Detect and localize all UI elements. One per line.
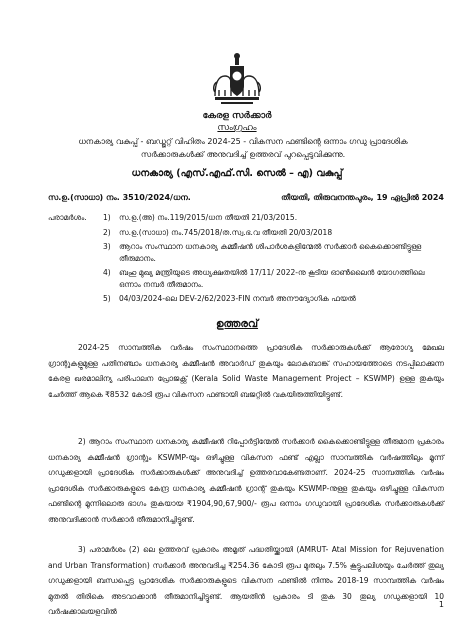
references-label: പരാമർശം. <box>48 213 87 222</box>
reference-item: 3) ആറാം സംസ്ഥാന ധനകാര്യ കമ്മീഷൻ ശിപാർശകളിന്മേൽ സർക്കാർ കൈക്കൊണ്ടിട്ടുള്ള തീരുമാനം. <box>103 242 422 263</box>
kerala-emblem-icon <box>211 52 263 110</box>
reference-item: 4) ബഹു മുഖ്യ മന്ത്രിയുടെ അധ്യക്ഷതയിൽ 17/11/ 2022-നു കൂടിയ ഓൺലൈൻ യോഗത്തിലെ ഒന്നാം നമ്പർ തീരുമാനം. <box>103 268 425 289</box>
reference-item: 5) 04/03/2024-ലെ DEV-2/62/2023-FIN നമ്പർ അനൗദ്യോഗിക ഫയൽ <box>103 294 356 303</box>
reference-item: 1) സ.ഉ.(അ) നം.119/2015/ധന തീയതി 21/03/2015. <box>103 213 298 222</box>
government-name: കേരള സർക്കാർ <box>202 111 272 121</box>
department-title: ധനകാര്യ (എസ്.എഫ്.സി. സെൽ – എ) വകുപ്പ് <box>131 168 343 179</box>
order-date: തീയതി, തിരുവനന്തപുരം, 19 ഏപ്രിൽ 2024 <box>281 193 444 202</box>
order-subject: ധനകാര്യ വകുപ്പ് - ബഡ്ജറ്റ് വിഹിതം 2024-25 - വികസന ഫണ്ടിന്റെ ഒന്നാം ഗഡു പ്രാദേശിക സർക്കാരുകൾക്ക് അനുവദിച്ച് ഉത്തരവ് പുറപ്പെടുവിക്കുന്നു. <box>78 137 408 159</box>
page-number: 1 <box>438 600 444 609</box>
abstract-label: സംഗ്രഹം <box>217 123 257 133</box>
order-paragraph-1: 2024-25 സാമ്പത്തിക വർഷം സംസ്ഥാനത്തെ പ്രാദേശിക സർക്കാരുകൾക്ക് ആരോഗ്യ മേഖല ഗ്രാന്റുകളുമുള്ള പതിനഞ്ചാം ധനകാര്യ കമ്മീഷൻ അവാർഡ് തുകയും ലോകബാങ്ക് സഹായത്തോടെ നടപ്പിലാക്കുന്ന കേരള ഖരമാലിന്യ പരിപാലന പ്രോജക്റ്റ് (Kerala Solid Waste Management Project – KSWMP) ഉള്ള തുകയും ചേർത്ത് ആകെ ₹8532 കോടി രൂപ വികസന ഫണ്ടായി ബജറ്റിൽ വകയിരുത്തിയിട്ടുണ്ട്. <box>48 343 444 399</box>
order-heading: ഉത്തരവ് <box>215 318 259 330</box>
order-paragraph-2: 2) ആറാം സംസ്ഥാന ധനകാര്യ കമ്മീഷൻ റിപ്പോർട്ടിന്മേൽ സർക്കാർ കൈക്കൊണ്ടിട്ടുള്ള തീരുമാന പ്രകാരം ധനകാര്യ കമ്മീഷൻ ഗ്രാന്റും KSWMP-യും ഒഴിച്ചുള്ള വികസന ഫണ്ട് എല്ലാ സാമ്പത്തിക വർഷത്തിലും മൂന്ന് ഗഡുക്കളായി പ്രാദേശിക സർക്കാരുകൾക്ക് അനുവദിച്ച് ഉത്തരവാകേണ്ടതാണ്. 2024-25 സാമ്പത്തിക വർഷം പ്രാദേശിക സർക്കാരുകളുടെ കേന്ദ്ര ധനകാര്യ കമ്മീഷൻ ഗ്രാന്റ് തുകയും KSWMP-നുള്ള തുകയും ഒഴിച്ചുള്ള വികസന ഫണ്ടിന്റെ മൂന്നിലൊരു ഭാഗം തുകയായ ₹1904,90,67,900/- രൂപ ഒന്നാം ഗഡുവായി പ്രാദേശിക സർക്കാരുകൾക്ക് അനുവദിക്കാൻ സർക്കാർ തീരുമാനിച്ചിട്ടുണ്ട്. <box>48 437 444 524</box>
references-list <box>103 212 448 308</box>
reference-item: 2) സ.ഉ.(സാധാ) നം.745/2018/ത.സ്വ.ഭ.വ തീയതി 20/03/2018 <box>103 227 333 237</box>
order-number: സ.ഉ.(സാധാ) നം. 3510/2024/ധന. <box>48 193 191 202</box>
order-paragraph-3: 3) പരാമർശം (2) ലെ ഉത്തരവ് പ്രകാരം അമൃത് പദ്ധതിയ്ക്കായി (AMRUT- Atal Mission for Rejuvenation and Urban Transformation) സർക്കാർ അനുവദിച്ച ₹254.36 കോടി രൂപ മുതലും 7.5% കൂട്ടുപലിശയും ചേർത്ത് തുല്യ ഗഡുക്കളായി ബന്ധപ്പെട്ട പ്രാദേശിക സർക്കാരുകളുടെ വികസന ഫണ്ടിൽ നിന്നും 2018-19 സാമ്പത്തിക വർഷം മുതൽ തിരികെ അടവാക്കാൻ തീരുമാനിച്ചിട്ടുണ്ട്. ആയതിൻ പ്രകാരം ടി തുക 30 തുല്യ ഗഡുക്കളായി 10 വർഷക്കാലയളവിൽ <box>48 545 444 617</box>
